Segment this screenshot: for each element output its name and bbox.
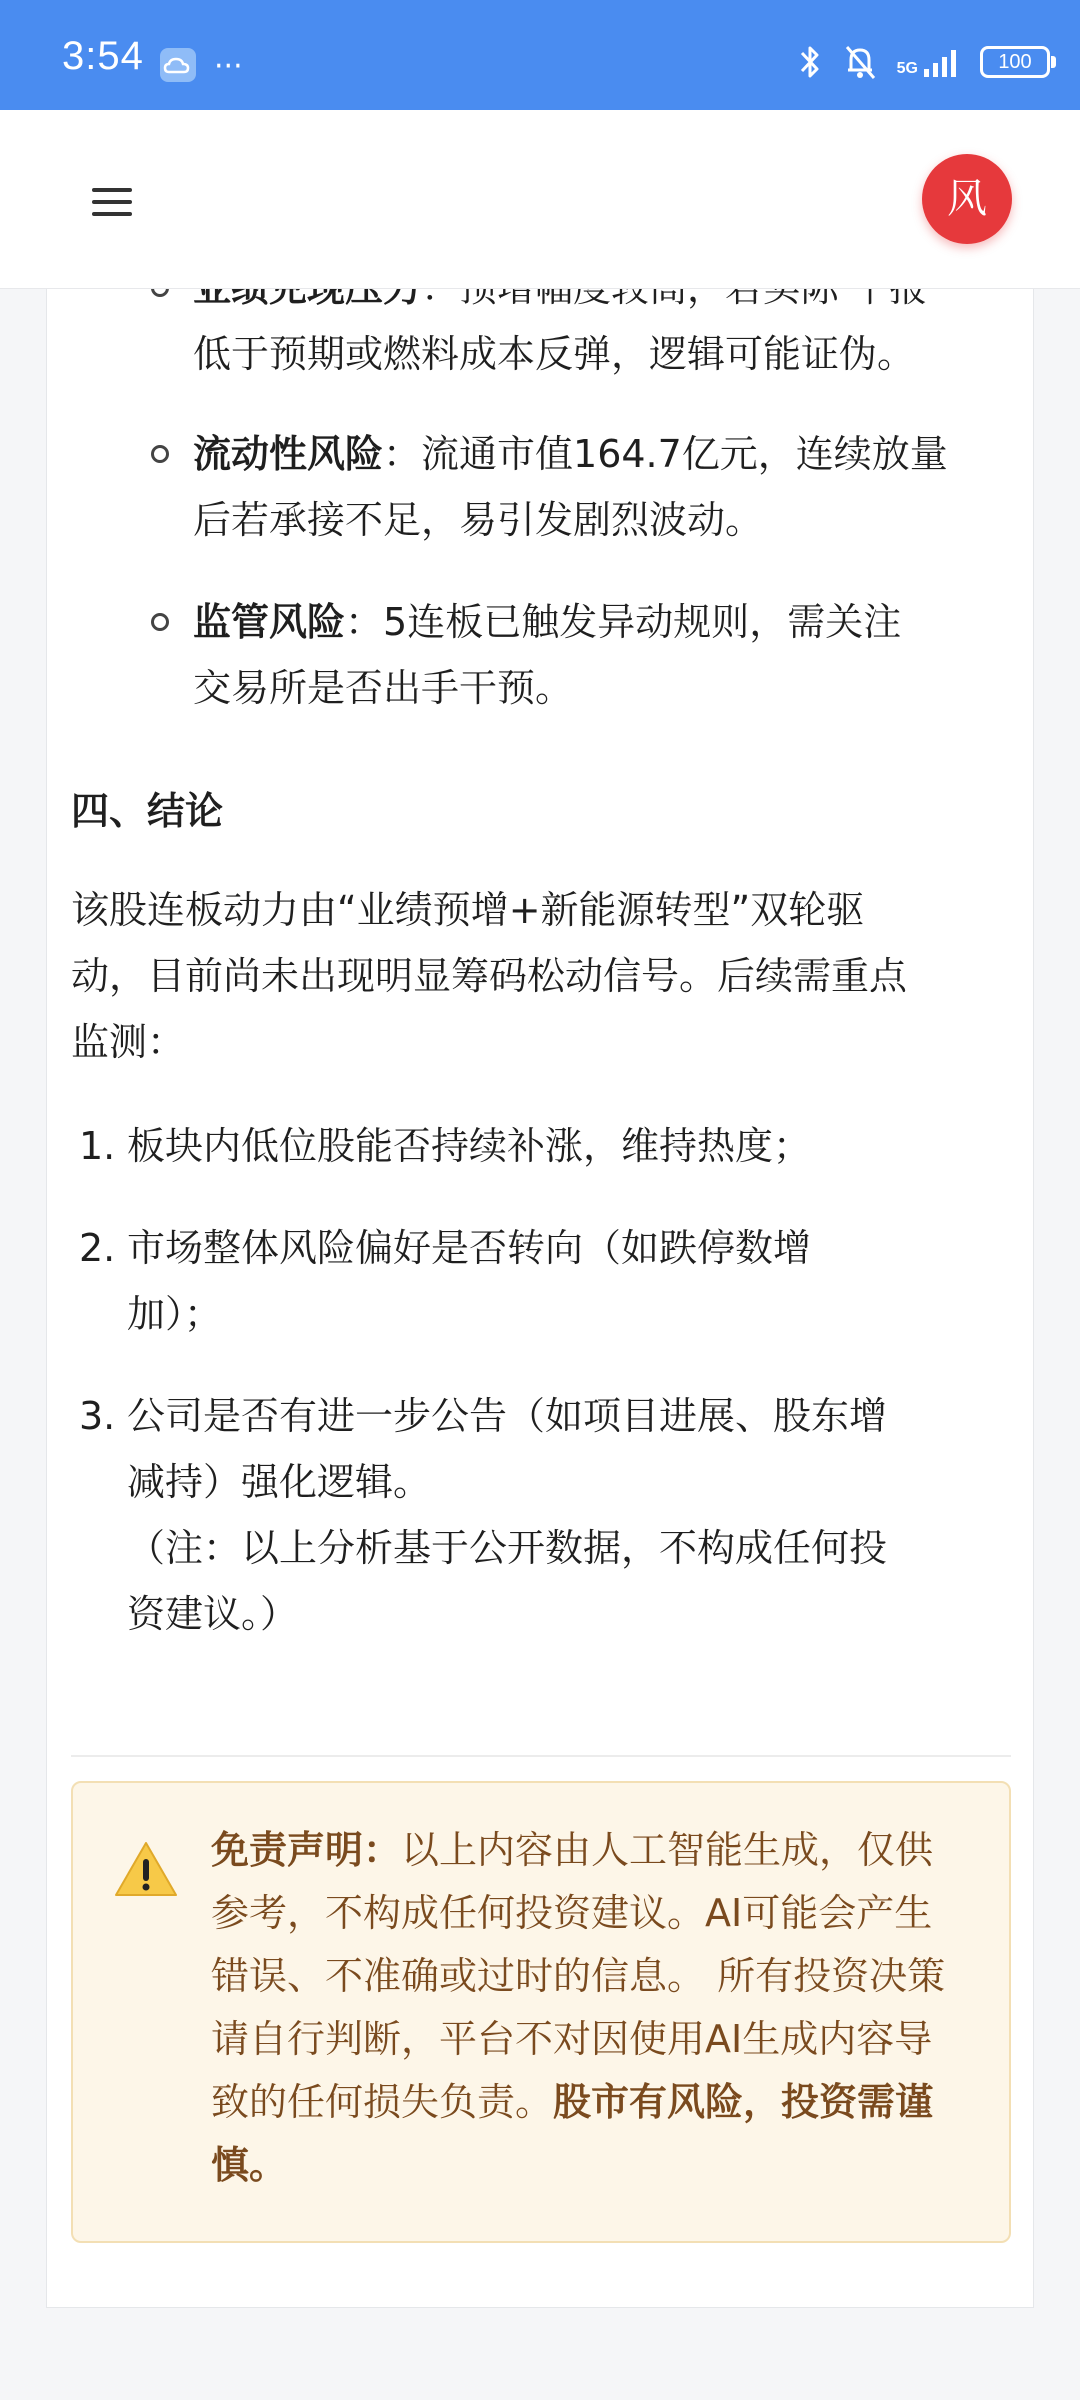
disclaimer-label: 免责声明： <box>211 1828 402 1872</box>
disclaimer-line: 请自行判断，平台不对因使用AI生成内容导 <box>211 2017 933 2061</box>
conclusion-paragraph <box>71 877 1011 1075</box>
disclaimer-warning: 股市有风险，投资需谨 <box>553 2080 934 2124</box>
risk-text: ：流通市值164.7亿元，连续放量 <box>383 432 948 476</box>
status-time: 3:54 <box>62 34 144 78</box>
list-item-line: 资建议。） <box>127 1592 299 1636</box>
disclaimer-text <box>211 1819 981 2197</box>
disclaimer-warning: 慎。 <box>211 2143 288 2187</box>
divider <box>71 1755 1011 1757</box>
risk-title: 流动性风险 <box>193 432 384 476</box>
risk-line: 交易所是否出手干预。 <box>193 666 574 710</box>
list-item-line: 公司是否有进一步公告（如项目进展、股东增 <box>127 1394 888 1438</box>
list-number: 3. <box>79 1394 116 1438</box>
paragraph-line: 动，目前尚未出现明显筹码松动信号。后续需重点 <box>71 954 908 998</box>
disclaimer-line: 错误、不准确或过时的信息。 所有投资决策 <box>211 1954 946 1998</box>
list-number: 1. <box>79 1124 116 1168</box>
paragraph-line: 监测： <box>71 1020 186 1064</box>
signal-icon <box>922 47 960 77</box>
risk-text: ：5连板已触发异动规则，需关注 <box>345 600 902 644</box>
content-card <box>46 200 1034 2308</box>
circle-bullet-icon <box>151 445 169 463</box>
disclaimer-line <box>211 2071 981 2134</box>
list-item-line: 板块内低位股能否持续补涨，维持热度； <box>127 1124 812 1168</box>
menu-button[interactable] <box>80 170 144 234</box>
risk-item <box>193 589 1013 721</box>
bluetooth-icon <box>797 43 823 81</box>
circle-bullet-icon <box>151 613 169 631</box>
risk-line <box>193 589 1013 655</box>
app-header <box>0 110 1080 289</box>
list-item-line: 市场整体风险偏好是否转向（如跌停数增 <box>127 1226 812 1270</box>
risk-title: 监管风险 <box>193 600 346 644</box>
list-item <box>127 1383 1007 1647</box>
list-number: 2. <box>79 1226 116 1270</box>
bell-muted-icon <box>843 43 877 81</box>
list-item <box>127 1113 1007 1179</box>
warning-icon <box>113 1839 179 1899</box>
avatar[interactable]: 风 <box>922 154 1012 244</box>
signal-group <box>897 47 960 77</box>
section-heading: 四、结论 <box>71 789 224 833</box>
disclaimer-line-text: 以上内容由人工智能生成，仅供 <box>401 1828 934 1872</box>
list-item-line: 减持）强化逻辑。 <box>127 1460 432 1504</box>
risk-line <box>193 421 1013 487</box>
disclaimer-line <box>211 1819 981 1882</box>
status-bar <box>0 0 1080 110</box>
cloud-icon <box>160 48 196 82</box>
hamburger-icon <box>80 170 144 234</box>
list-item-line: （注：以上分析基于公开数据，不构成任何投 <box>127 1526 888 1570</box>
more-notifications-icon: ··· <box>214 49 243 84</box>
list-item-line: 加）； <box>127 1292 223 1336</box>
paragraph-line: 该股连板动力由“业绩预增+新能源转型”双轮驱 <box>71 888 865 932</box>
list-item <box>127 1215 1007 1347</box>
risk-item <box>193 421 1013 553</box>
disclaimer-box <box>71 1781 1011 2243</box>
battery-icon: 100 <box>980 46 1050 78</box>
disclaimer-line: 参考，不构成任何投资建议。AI可能会产生 <box>211 1891 933 1935</box>
network-type: 5G <box>896 60 918 77</box>
status-icons <box>797 42 1050 82</box>
risk-line: 后若承接不足，易引发剧烈波动。 <box>193 498 764 542</box>
risk-line: 低于预期或燃料成本反弹，逻辑可能证伪。 <box>193 332 916 376</box>
disclaimer-line-text: 致的任何损失负责。 <box>211 2080 554 2124</box>
